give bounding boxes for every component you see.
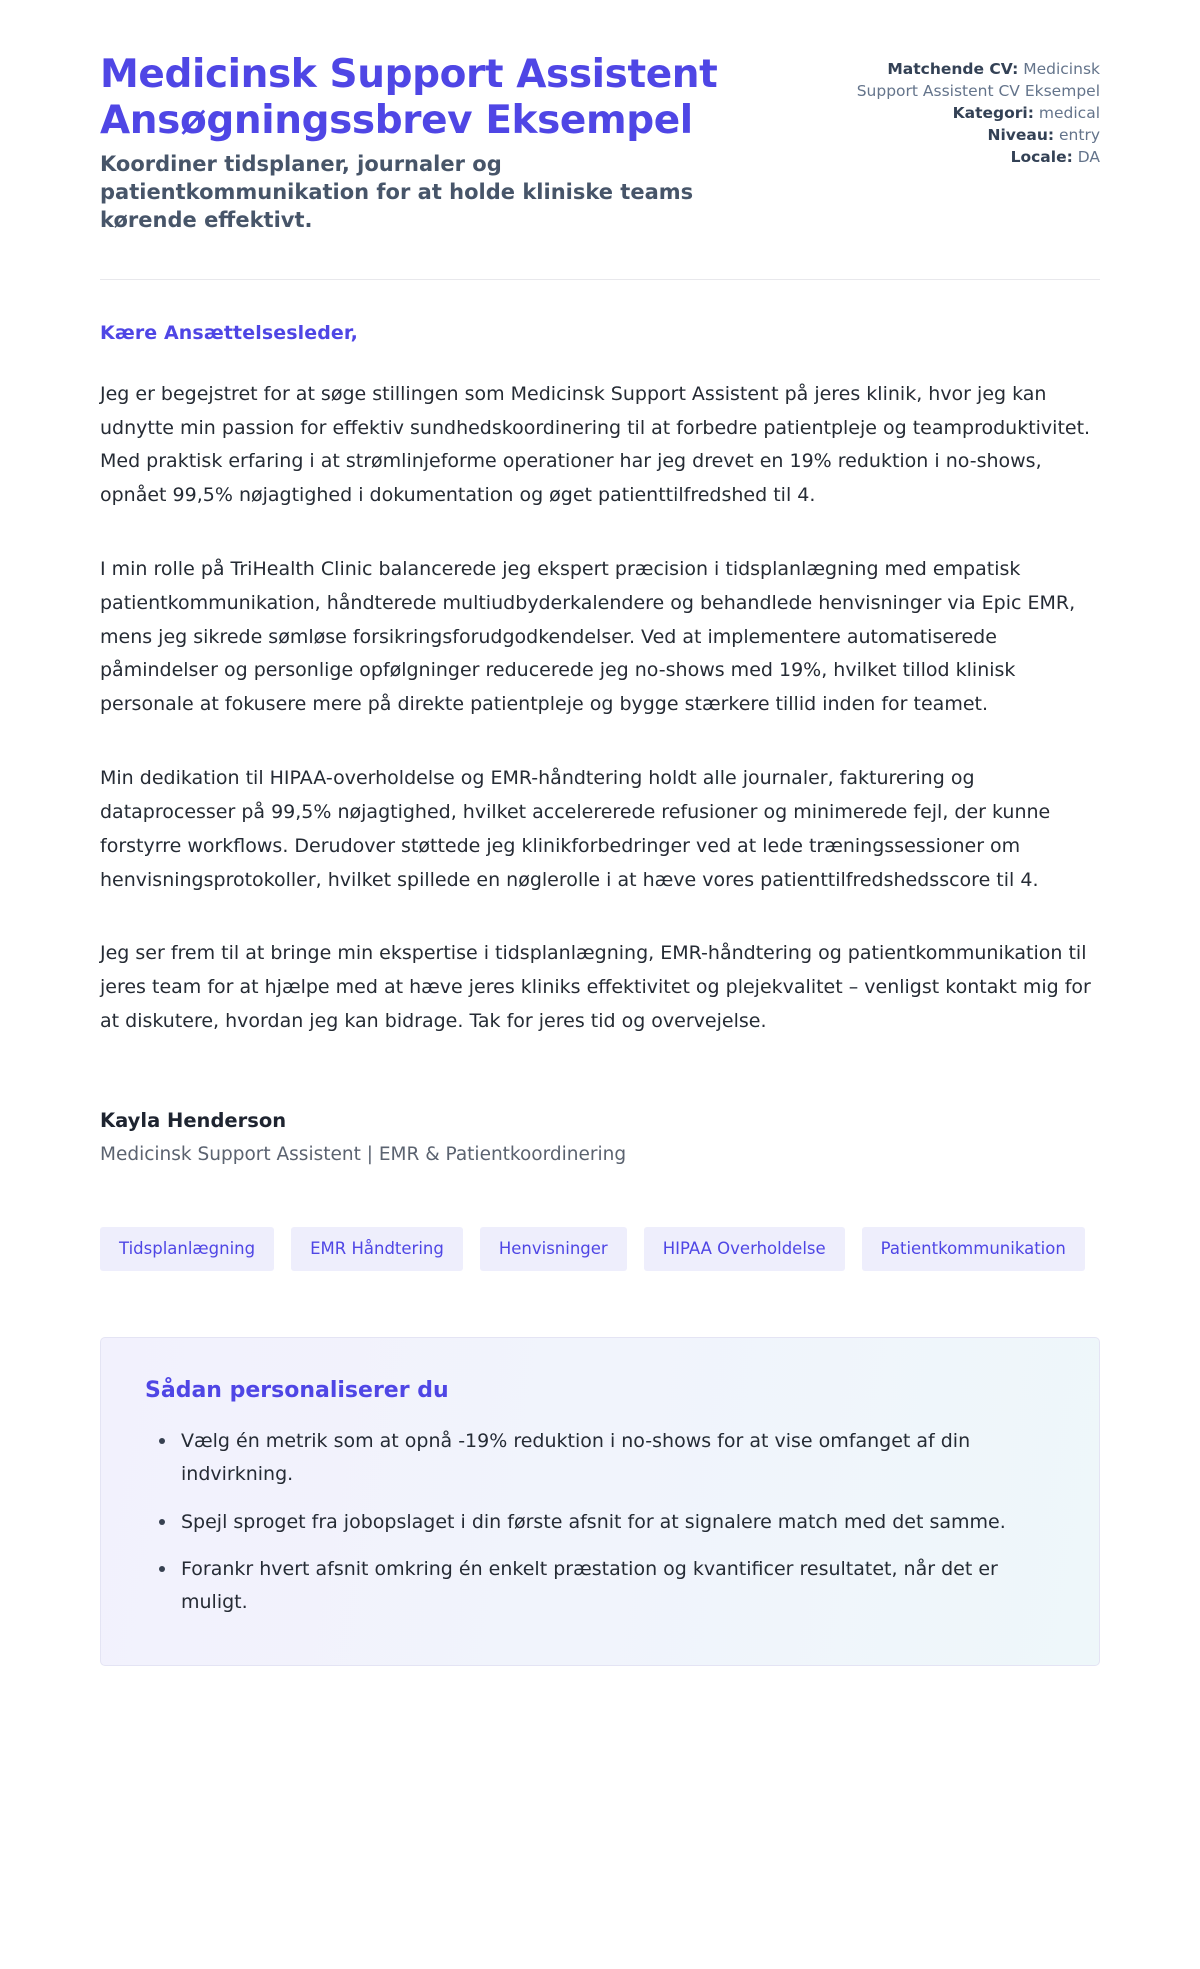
letter-salutation: Kære Ansættelsesleder, — [100, 321, 358, 344]
meta-row-locale — [850, 146, 1100, 168]
meta-value-category: medical — [1038, 104, 1100, 122]
header-title-block — [100, 52, 750, 235]
letter-paragraph-1: Jeg er begejstret for at søge stillingen som Medicinsk Support Assistent på jeres klinik, hvor jeg kan udnytte min passion for effektiv sundhedskoordinering til at forbedre patientpleje og teamproduktivitet. Med praktisk erfaring i at strømlinjeforme operationer har jeg drevet en 19% reduktion i no-shows, opnået 99,5% nøjagtighed i dokumentation og øget patienttilfredshed til 4. — [100, 382, 1091, 507]
tips-list — [145, 1425, 1055, 1618]
list-item: Spejl sproget fra jobopslaget i din første afsnit for at signalere match med det samme. — [173, 1506, 1055, 1539]
signature-role: Medicinsk Support Assistent | EMR & Patientkoordinering — [100, 1143, 627, 1165]
list-item: Vælg én metrik som at opnå -19% reduktion i no-shows for at vise omfanget af din indvirkning. — [173, 1425, 1055, 1490]
page-title: Medicinsk Support Assistent Ansøgningssbrev Eksempel — [100, 52, 718, 144]
skill-tag[interactable]: Patientkommunikation — [862, 1227, 1085, 1272]
letter-body — [100, 280, 1100, 1666]
meta-row-category — [850, 102, 1100, 124]
meta-value-matching-cv: Medicinsk Support Assistent CV Eksempel — [856, 60, 1100, 100]
meta-row-level — [850, 124, 1100, 146]
signature-name: Kayla Henderson — [100, 1108, 287, 1132]
skill-tag[interactable]: EMR Håndtering — [291, 1227, 463, 1272]
meta-label-matching-cv: Matchende CV: — [887, 60, 1019, 78]
header-metadata — [850, 52, 1100, 168]
skill-tag[interactable]: Henvisninger — [480, 1227, 627, 1272]
letter-paragraph-4: Jeg ser frem til at bringe min ekspertise i tidsplanlægning, EMR-håndtering og patientkommunikation til jeres team for at hjælpe med at hæve jeres kliniks effektivitet og plejekvalitet – venligst kontakt mig for at diskutere, hvordan jeg kan bidrage. Tak for jeres tid og overvejelse. — [100, 942, 1091, 1032]
personalization-tips-panel — [100, 1337, 1100, 1665]
page-subtitle: Koordiner tidsplaner, journaler og patientkommunikation for at holde kliniske teams kørende effektivt. — [100, 152, 694, 232]
letter-paragraph-2: I min rolle på TriHealth Clinic balancerede jeg ekspert præcision i tidsplanlægning med empatisk patientkommunikation, håndterede multiudbyderkalendere og behandlede henvisninger via Epic EMR, mens jeg sikrede sømløse forsikringsforudgodkendelser. Ved at implementere automatiserede påmindelser og personlige opfølgninger reducerede jeg no-shows med 19%, hvilket tillod klinisk personale at fokusere mere på direkte patientpleje og bygge stærkere tillid inden for teamet. — [100, 558, 1076, 716]
tips-title: Sådan personaliserer du — [145, 1378, 449, 1404]
meta-label-level: Niveau: — [987, 126, 1055, 144]
letter-paragraph-3: Min dedikation til HIPAA-overholdelse og EMR-håndtering holdt alle journaler, fakturering og dataprocesser på 99,5% nøjagtighed, hvilket accelererede refusioner og minimerede fejl, der kunne forstyrre workflows. Derudover støttede jeg klinikforbedringer ved at lede træningssessioner om henvisningsprotokoller, hvilket spillede en nøglerolle i at hæve vores patienttilfredshedsscore til 4. — [100, 767, 1051, 891]
meta-label-locale: Locale: — [1010, 148, 1073, 166]
signature-block — [100, 1109, 1100, 1165]
skill-tag-list — [100, 1227, 1100, 1272]
meta-value-locale: DA — [1077, 148, 1100, 166]
meta-row-matching-cv — [850, 58, 1100, 102]
meta-label-category: Kategori: — [952, 104, 1034, 122]
skill-tag[interactable]: HIPAA Overholdelse — [644, 1227, 845, 1272]
list-item: Forankr hvert afsnit omkring én enkelt præstation og kvantificer resultatet, når det er muligt. — [173, 1553, 1055, 1618]
skill-tag[interactable]: Tidsplanlægning — [100, 1227, 274, 1272]
meta-value-level: entry — [1059, 126, 1100, 144]
page-header — [100, 52, 1100, 235]
